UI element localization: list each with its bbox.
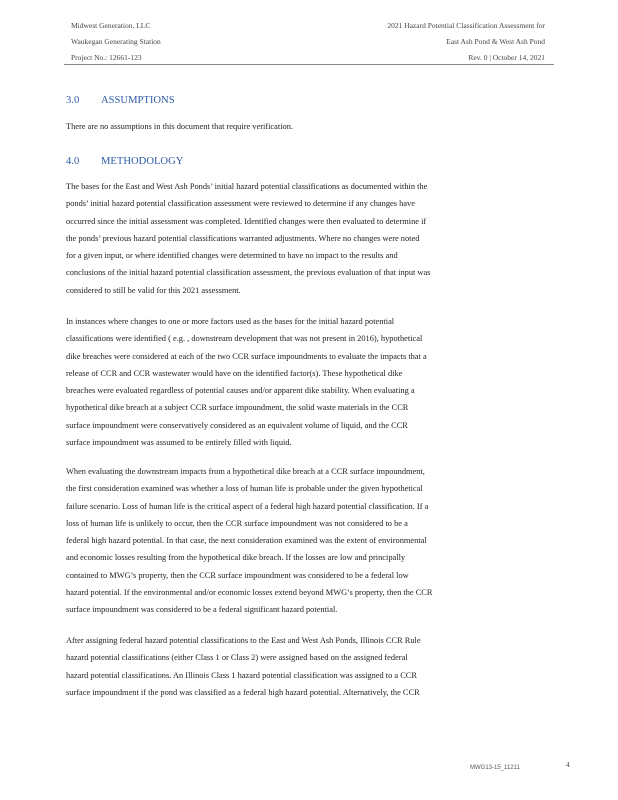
header-report-title: 2021 Hazard Potential Classification Assessment for [387, 21, 545, 30]
text-line: hazard potential classifications (either Class 1 or Class 2) were assigned based on the assigned federal [66, 653, 408, 663]
text-line: occurred since the initial assessment was completed. Identified changes were then evaluated to determine if [66, 216, 427, 226]
header-revision: Rev. 0 | October 14, 2021 [468, 53, 545, 62]
text-line: and economic losses resulting from the hypothetical dike breach. If the losses are low and principally [66, 553, 406, 563]
text-line: contained to MWG’s property, then the CCR surface impoundment was considered to be a federal low [66, 570, 409, 580]
text-line: hypothetical dike breach at a subject CCR surface impoundment, the solid waste materials in the CCR [66, 403, 409, 413]
text-line: surface impoundment were conservatively considered as an equivalent volume of liquid, and the CCR [66, 420, 408, 430]
text-line: When evaluating the downstream impacts from a hypothetical dike breach at a CCR surface impoundment, [66, 467, 425, 476]
page-number: 4 [566, 760, 570, 769]
paragraph-methodology-3 [66, 463, 546, 619]
section-title: METHODOLOGY [101, 156, 184, 167]
header-divider [64, 64, 554, 65]
text-line: After assigning federal hazard potential classifications to the East and West Ash Ponds, Illinois CCR Rule [66, 636, 421, 645]
text-line: hazard potential classifications. An Illinois Class 1 hazard potential classification was assigned to a CCR [66, 670, 417, 680]
section-title: ASSUMPTIONS [101, 95, 175, 106]
text-line: the ponds’ previous hazard potential classifications warranted adjustments. Where no changes were noted [66, 233, 420, 243]
header-left [71, 18, 161, 66]
text-line: surface impoundment was considered to be a federal significant hazard potential. [66, 605, 338, 615]
text-line: classifications were identified ( e.g. , downstream development that was not present in 2016), hypothetical [66, 334, 423, 344]
header-station: Waukegan Generating Station [71, 37, 161, 46]
header-company: Midwest Generation, LLC [71, 21, 151, 30]
document-code: MWG13-15_11211 [470, 765, 520, 771]
text-line: In instances where changes to one or more factors used as the bases for the initial hazard potential [66, 317, 395, 326]
text-line: surface impoundment if the pond was classified as a federal high hazard potential. Alternatively, the CCR [66, 687, 420, 697]
text-line: loss of human life is unlikely to occur, then the CCR surface impoundment was not considered to be a [66, 518, 408, 528]
text-line: considered to still be valid for this 2021 assessment. [66, 285, 241, 295]
section-heading-assumptions [66, 95, 175, 106]
text-line: The bases for the East and West Ash Ponds’ initial hazard potential classifications as documented within the [66, 182, 428, 191]
header-subject: East Ash Pond & West Ash Pond [446, 37, 545, 46]
text-line: There are no assumptions in this document that require verification. [66, 122, 293, 131]
text-line: hazard potential. If the environmental and/or economic losses extend beyond MWG’s property, then the CCR [66, 588, 433, 598]
text-line: conclusions of the initial hazard potential classification assessment, the previous evaluation of that input was [66, 268, 431, 278]
text-line: failure scenario. Loss of human life is the critical aspect of a federal high hazard potential classification. If a [66, 501, 429, 511]
paragraph-methodology-2 [66, 313, 546, 451]
text-line: breaches were evaluated regardless of potential causes and/or apparent dike stability. When evaluating a [66, 386, 415, 396]
header-project-number: Project No.: 12661-123 [71, 53, 142, 62]
paragraph-assumptions [66, 118, 546, 135]
text-line: ponds’ initial hazard potential classification assessment were reviewed to determine if any changes have [66, 199, 415, 209]
text-line: for a given input, or where identified changes were determined to have no impact to the results and [66, 251, 398, 261]
section-heading-methodology [66, 156, 183, 167]
section-number: 3.0 [66, 95, 80, 106]
text-line: federal high hazard potential. In that case, the next consideration examined was the extent of environmental [66, 536, 427, 546]
paragraph-methodology-4 [66, 632, 546, 701]
text-line: dike breaches were considered at each of the two CCR surface impoundments to evaluate the impacts that a [66, 351, 427, 361]
header-right [387, 18, 545, 66]
text-line: the first consideration examined was whether a loss of human life is probable under the given hypothetical [66, 484, 423, 494]
text-line: release of CCR and CCR wastewater would have on the identified factor(s). These hypothetical dike [66, 368, 403, 378]
section-number: 4.0 [66, 156, 80, 167]
text-line: surface impoundment was assumed to be entirely filled with liquid. [66, 438, 292, 448]
paragraph-methodology-1 [66, 178, 546, 299]
